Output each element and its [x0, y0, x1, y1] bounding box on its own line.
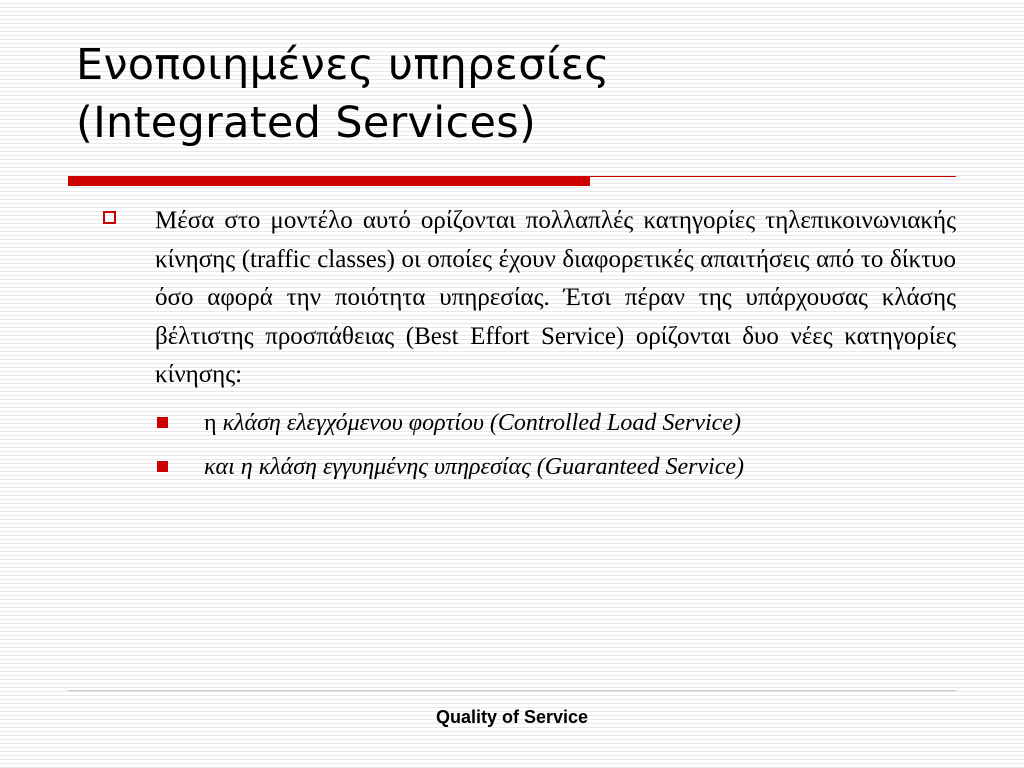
title-underline-thin	[590, 176, 956, 177]
filled-square-bullet-icon	[157, 461, 168, 472]
filled-square-bullet-icon	[157, 417, 168, 428]
title-underline	[68, 176, 956, 186]
sub-bullet-controlled-load	[100, 401, 956, 445]
slide-title-line-2: (Integrated Services)	[76, 98, 537, 148]
footer-divider	[68, 690, 956, 691]
slide-footer: Quality of Service	[435, 707, 589, 727]
sub-bullet-text: κλάση ελεγχόμενου φορτίου (Controlled Load Service)	[222, 409, 741, 436]
main-bullet-text: Μέσα στο μοντέλο αυτό ορίζονται πολλαπλές κατηγορίες τηλεπικοινωνιακής κίνησης (traffic classes) οι οποίες έχουν διαφορετικές απαιτήσεις από το δίκτυο όσο αφορά την ποιότητα υπηρεσίας. Έτσι πέραν της υπάρχουσας κλάσης βέλτιστης προσπάθειας (Best Effort Service) ορίζονται δυο νέες κατηγορίες κίνησης:	[155, 207, 956, 388]
slide-title-line-1: Ενοποιημένες υπηρεσίες	[76, 40, 610, 90]
sub-bullet-list	[100, 401, 956, 489]
sub-bullet-text: και η κλάση εγγυημένης υπηρεσίας (Guaranteed Service)	[204, 453, 745, 480]
sub-bullet-guaranteed	[100, 445, 956, 489]
sub-bullet-prefix: η	[204, 409, 223, 436]
hollow-square-bullet-icon	[103, 211, 116, 224]
main-bullet	[100, 202, 956, 395]
slide-content	[100, 202, 956, 489]
title-underline-thick	[68, 176, 590, 186]
slide-title	[76, 36, 956, 152]
